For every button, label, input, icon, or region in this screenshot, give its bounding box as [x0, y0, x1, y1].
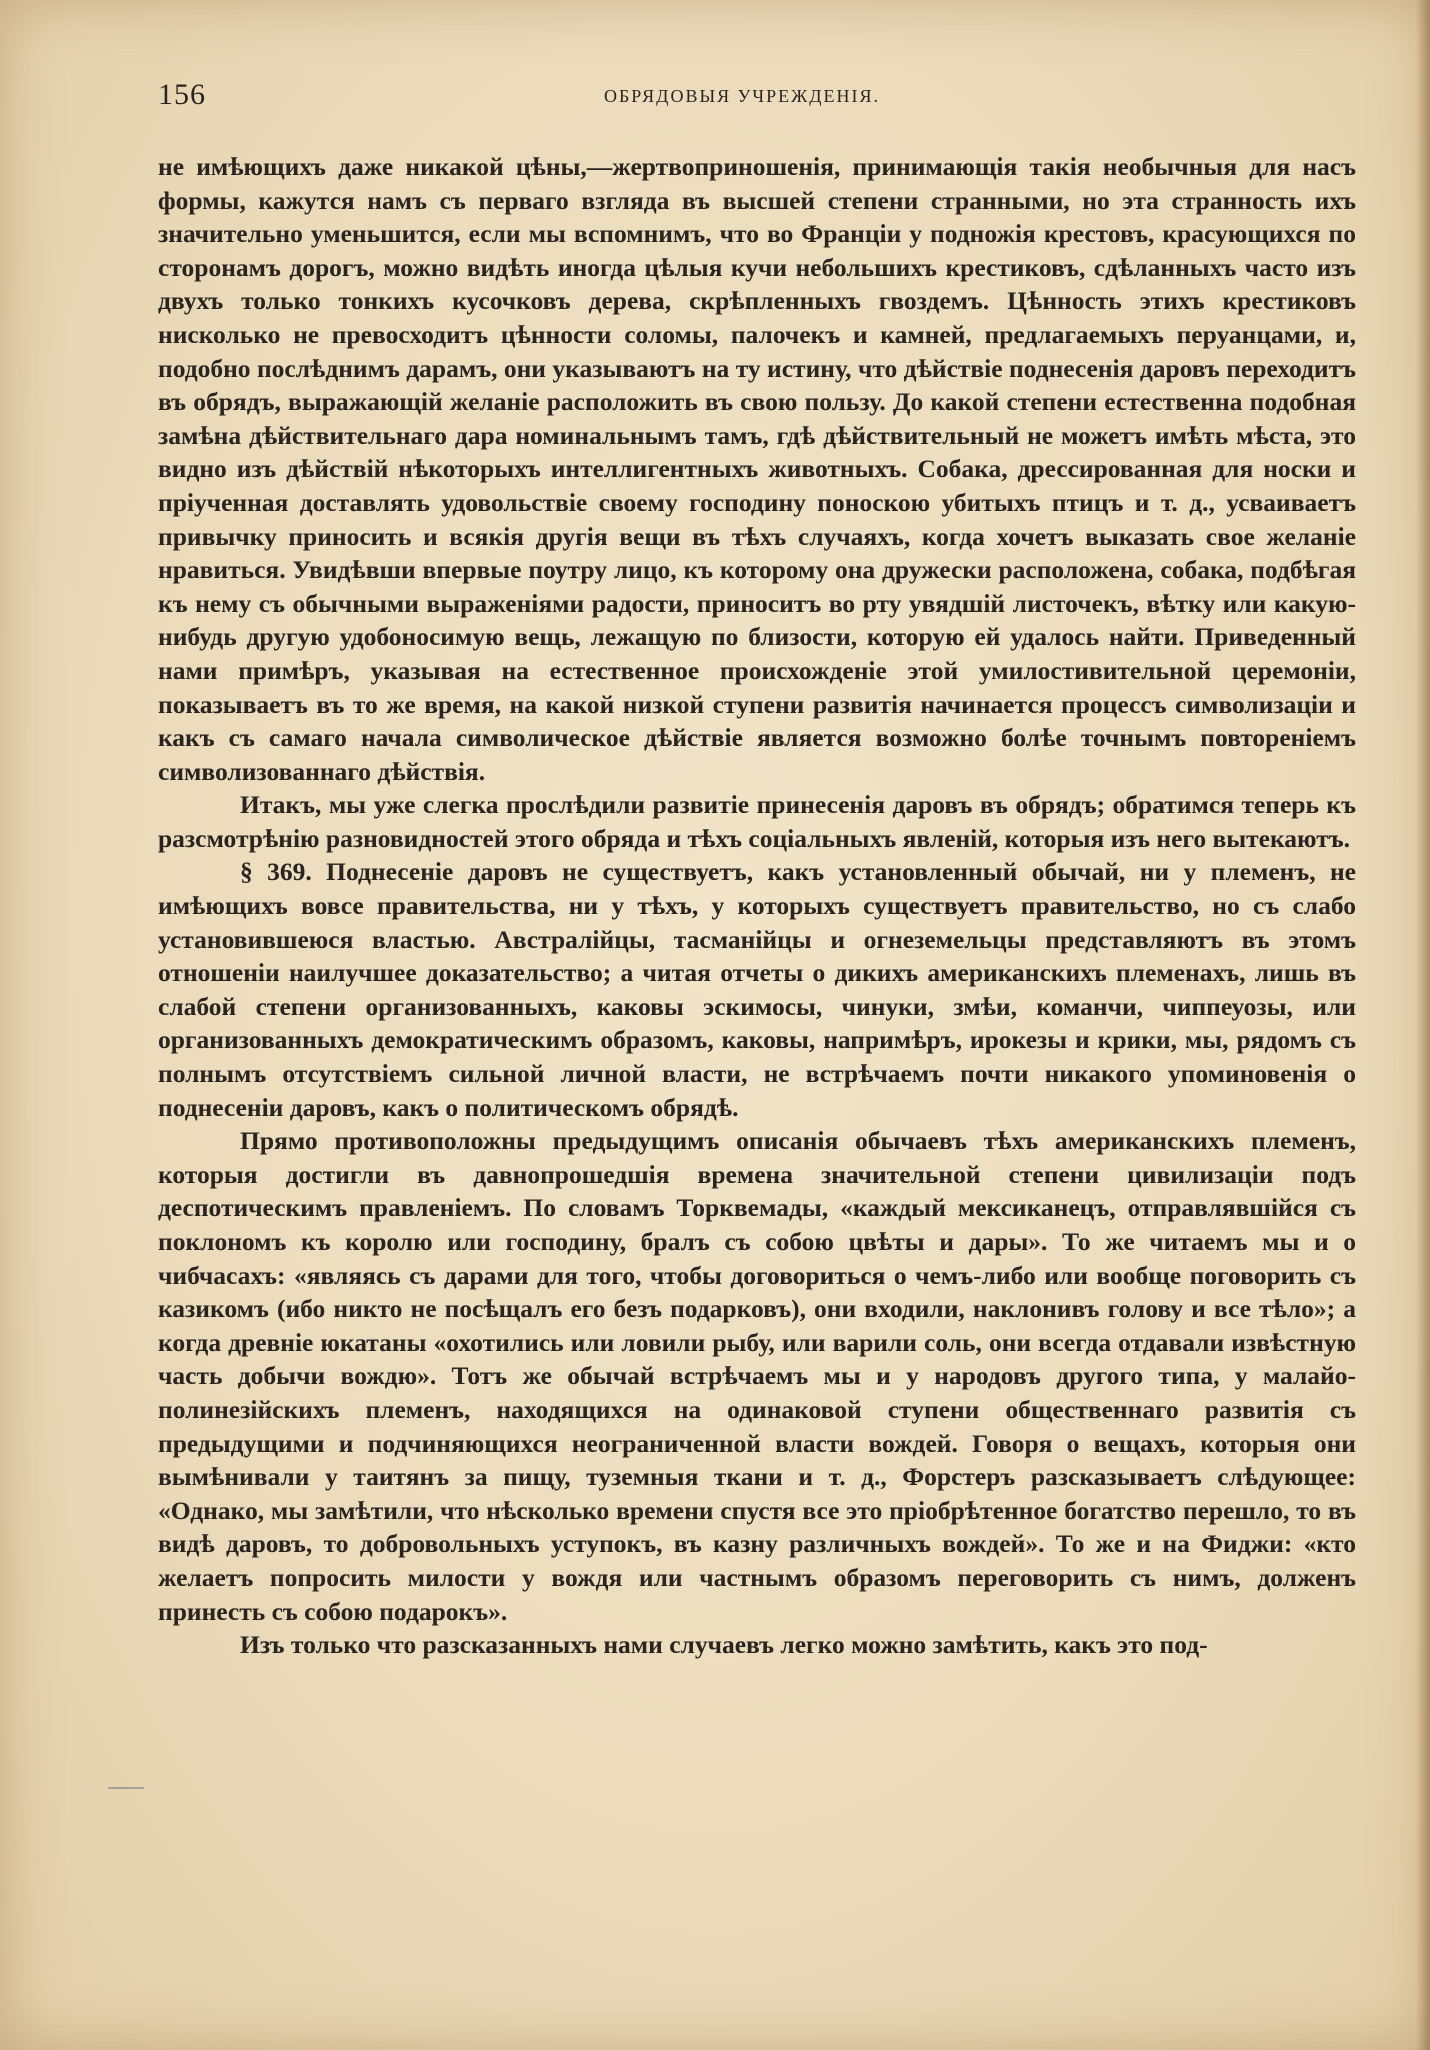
page-edge-shadow [1416, 0, 1430, 2050]
paragraph-continued: не имѣющихъ даже никакой цѣны,—жертвоприношенія, принимающія такія необычныя для насъ формы, кажутся намъ съ перваго взгляда въ высшей степени странными, но эта странность ихъ значительно уменьшится, если мы вспомнимъ, что во Франціи у подножія крестовъ, красующихся по сторонамъ дорогъ, можно видѣть иногда цѣлыя кучи небольшихъ крестиковъ, сдѣланныхъ часто изъ двухъ только тонкихъ кусочковъ дерева, скрѣпленныхъ гвоздемъ. Цѣнность этихъ крестиковъ нисколько не превосходитъ цѣнности соломы, палочекъ и камней, предлагаемыхъ перуанцами, и, подобно послѣднимъ дарамъ, они указываютъ на ту истину, что дѣйствіе поднесенія даровъ переходитъ въ обрядъ, выражающій желаніе расположить въ свою пользу. До какой степени естественна подобная замѣна дѣйствительнаго дара номинальнымъ тамъ, гдѣ дѣйствительный не можетъ имѣть мѣста, это видно изъ дѣйствій нѣкоторыхъ интеллигентныхъ животныхъ. Собака, дрессированная для носки и пріученная доставлять удовольствіе своему господину поноскою убитыхъ птицъ и т. д., усваиваетъ привычку приносить и всякія другія вещи въ тѣхъ случаяхъ, когда хочетъ выказать свое желаніе нравиться. Увидѣвши впервые поутру лицо, къ которому она дружески расположена, собака, подбѣгая къ нему съ обычными выраженіями радости, приноситъ во рту увядшій листочекъ, вѣтку или какую-нибудь другую удобоносимую вещь, лежащую по близости, которую ей удалось найти. Приведенный нами примѣръ, указывая на естественное происхожденіе этой умилостивительной церемоніи, показываетъ въ то же время, на какой низкой ступени развитія начинается процессъ символизаціи и какъ съ самаго начала символическое дѣйствіе является возможно болѣе точнымъ повтореніемъ символизованнаго дѣйствія. [158, 152, 1356, 786]
page-number: 156 [158, 78, 206, 111]
body-text [158, 150, 1356, 1662]
paragraph-final: Изъ только что разсказанныхъ нами случаевъ легко можно замѣтить, какъ это под- [240, 1630, 1208, 1660]
running-head [158, 78, 1356, 118]
paragraph: Итакъ, мы уже слегка прослѣдили развитіе принесенія даровъ въ обрядъ; обратимся теперь къ разсмотрѣнію разновидностей этого обряда и тѣхъ соціальныхъ явленій, которыя изъ него вытекаютъ. [158, 790, 1356, 853]
paragraph: Прямо противоположны предыдущимъ описанія обычаевъ тѣхъ американскихъ племенъ, которыя достигли въ давнопрошедшія времена значительной степени цивилизаціи подъ деспотическимъ правленіемъ. По словамъ Торквемады, «каждый мексиканецъ, отправлявшійся съ поклономъ къ королю или господину, бралъ съ собою цвѣты и дары». То же читаемъ мы и о чибчасахъ: «являясь съ дарами для того, чтобы договориться о чемъ-либо или вообще поговорить съ казикомъ (ибо никто не посѣщалъ его безъ подарковъ), они входили, наклонивъ голову и все тѣло»; а когда древніе юкатаны «охотились или ловили рыбу, или варили соль, они всегда отдавали извѣстную часть добычи вождю». Тотъ же обычай встрѣчаемъ мы и у народовъ другого типа, у малайо-полинезійскихъ племенъ, находящихся на одинаковой ступени общественнаго развитія съ предыдущими и подчиняющихся неограниченной власти вождей. Говоря о вещахъ, которыя они вымѣнивали у таитянъ за пищу, туземныя ткани и т. д., Форстеръ разсказываетъ слѣдующее: «Однако, мы замѣтили, что нѣсколько времени спустя все это пріобрѣтенное богатство перешло, то въ видѣ даровъ, то добровольныхъ уступокъ, въ казну различныхъ вождей». То же и на Фиджи: «кто желаетъ попросить милости у вождя или частнымъ образомъ переговорить съ нимъ, долженъ принесть съ собою подарокъ». [158, 1126, 1356, 1626]
margin-pencil-mark [108, 1787, 144, 1789]
running-title: ОБРЯДОВЫЯ УЧРЕЖДЕНІЯ. [603, 86, 881, 106]
paragraph-section-369: § 369. Поднесеніе даровъ не существуетъ, какъ установленный обычай, ни у племенъ, не имѣющихъ вовсе правительства, ни у тѣхъ, у которыхъ существуетъ правительство, но съ слабо установившеюся властью. Австралійцы, тасманійцы и огнеземельцы представляютъ въ этомъ отношеніи наилучшее доказательство; а читая отчеты о дикихъ американскихъ племенахъ, лишь въ слабой степени организованныхъ, каковы эскимосы, чинуки, змѣи, команчи, чиппеуозы, или организованныхъ демократическимъ образомъ, каковы, напримѣръ, ирокезы и крики, мы, рядомъ съ полнымъ отсутствіемъ сильной личной власти, не встрѣчаемъ почти никакого упоминовенія о поднесеніи даровъ, какъ о политическомъ обрядѣ. [158, 857, 1356, 1122]
